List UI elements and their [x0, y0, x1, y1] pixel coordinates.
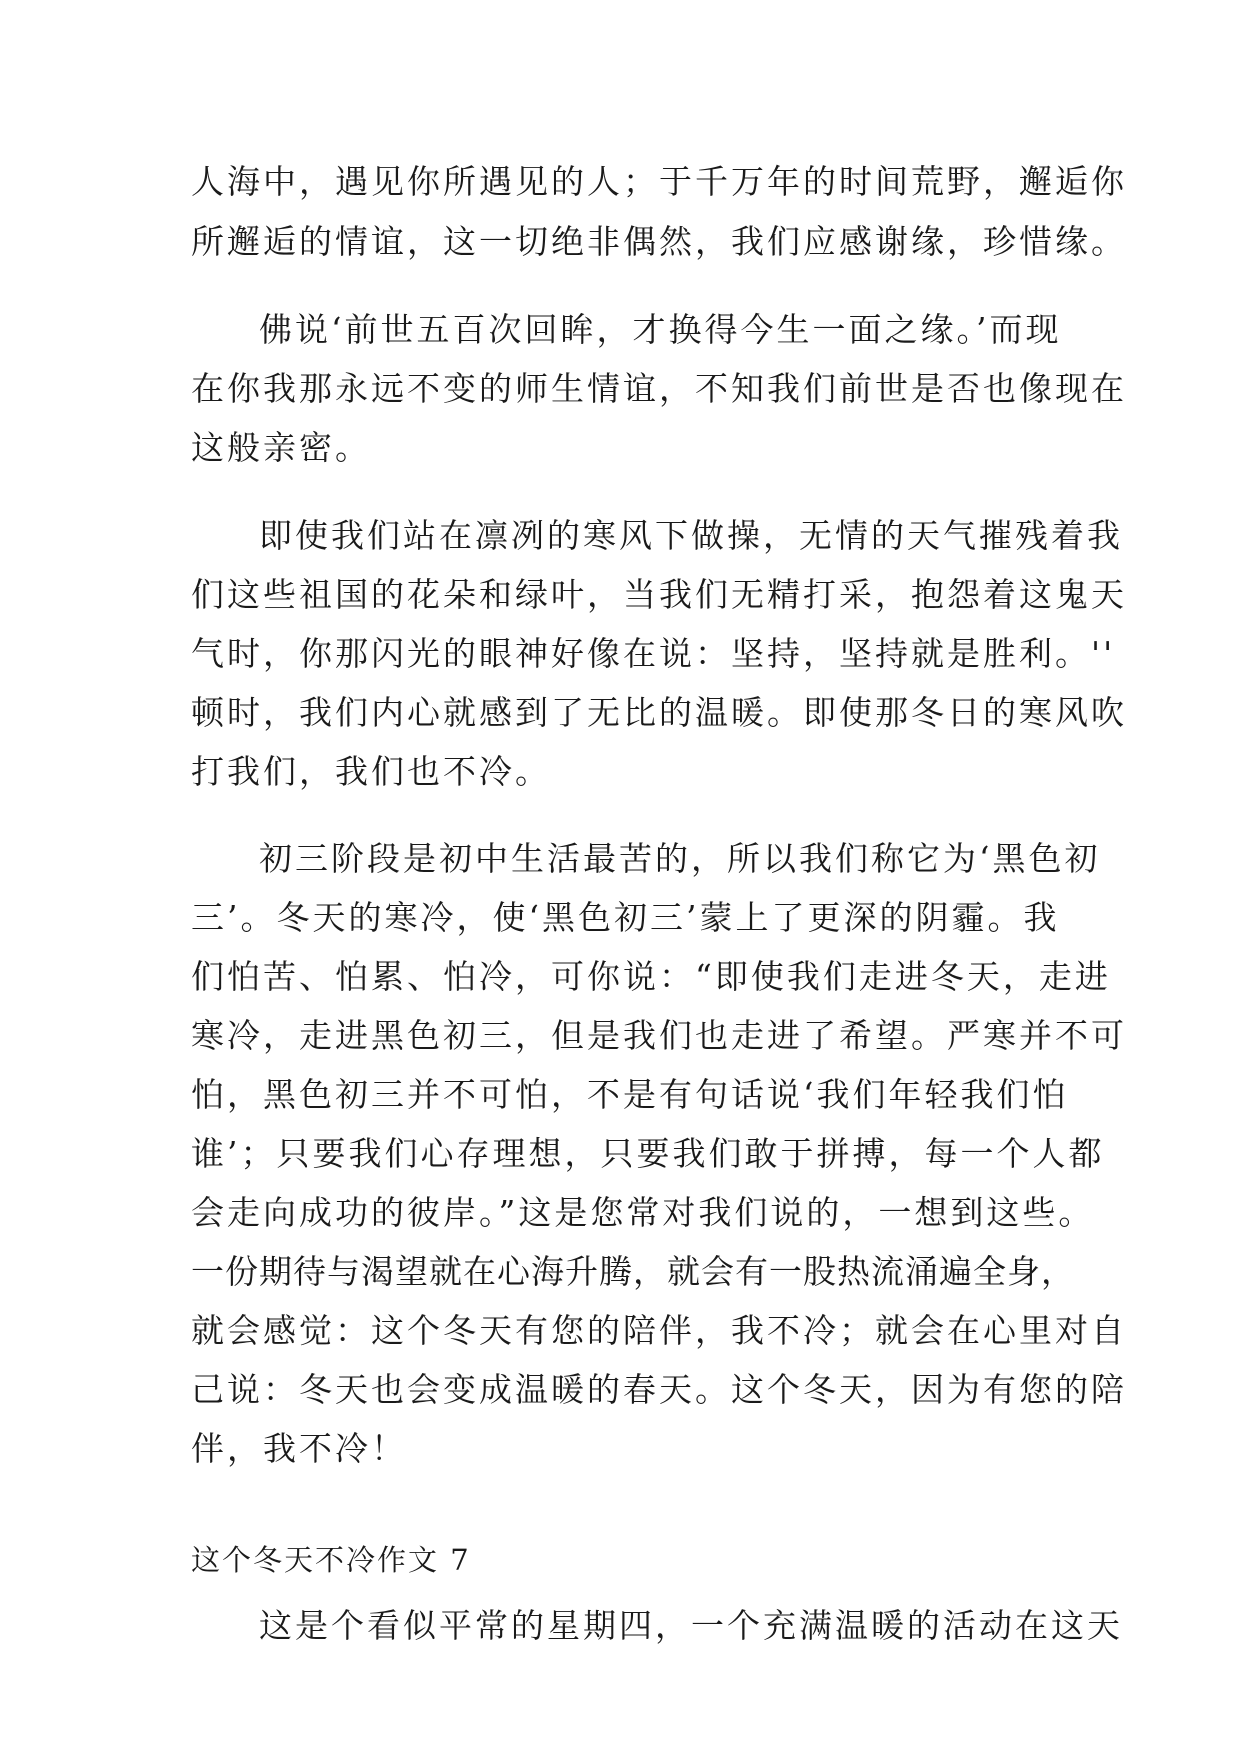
text-line: 会走向成功的彼岸。”这是您常对我们说的，一想到这些。 [191, 1193, 1095, 1232]
text-line: 们怕苦、怕累、怕冷，可你说：“即使我们走进冬天，走进 [191, 957, 1111, 996]
paragraph-first-line: 这是个看似平常的星期四，一个充满温暖的活动在这天 [259, 1606, 1123, 1645]
text-line: 就会感觉：这个冬天有您的陪伴，我不冷；就会在心里对自 [191, 1311, 1127, 1350]
paragraph-first-line: 佛说‘前世五百次回眸，才换得今生一面之缘。’而现 [259, 310, 1062, 349]
text-line: 一份期待与渴望就在心海升腾，就会有一股热流涌遍全身， [191, 1252, 1075, 1291]
text-line: 人海中，遇见你所遇见的人；于千万年的时间荒野，邂逅你 [191, 162, 1127, 201]
text-line: 怕，黑色初三并不可怕，不是有句话说‘我们年轻我们怕 [191, 1075, 1069, 1114]
paragraph-first-line: 初三阶段是初中生活最苦的，所以我们称它为‘黑色初 [259, 839, 1101, 878]
text-line: 在你我那永远不变的师生情谊，不知我们前世是否也像现在 [191, 369, 1127, 408]
text-line: 三’。冬天的寒冷，使‘黑色初三’蒙上了更深的阴霾。我 [191, 898, 1060, 937]
paragraph-first-line: 即使我们站在凛冽的寒风下做操，无情的天气摧残着我 [259, 516, 1123, 555]
text-line: 寒冷，走进黑色初三，但是我们也走进了希望。严寒并不可 [191, 1016, 1127, 1055]
section-heading: 这个冬天不冷作文 7 [191, 1543, 471, 1577]
text-line: 所邂逅的情谊，这一切绝非偶然，我们应感谢缘，珍惜缘。 [191, 222, 1127, 261]
text-line: 气时，你那闪光的眼神好像在说：坚持，坚持就是胜利。'' [191, 634, 1116, 673]
text-line: 己说：冬天也会变成温暖的春天。这个冬天，因为有您的陪 [191, 1370, 1127, 1409]
text-line: 打我们，我们也不冷。 [191, 752, 551, 791]
text-line: 谁’；只要我们心存理想，只要我们敢于拼搏，每一个人都 [191, 1134, 1105, 1173]
text-line: 伴，我不冷！ [191, 1429, 407, 1468]
text-line: 们这些祖国的花朵和绿叶，当我们无精打采，抱怨着这鬼天 [191, 575, 1127, 614]
text-line: 这般亲密。 [191, 428, 371, 467]
text-line: 顿时，我们内心就感到了无比的温暖。即使那冬日的寒风吹 [191, 693, 1127, 732]
